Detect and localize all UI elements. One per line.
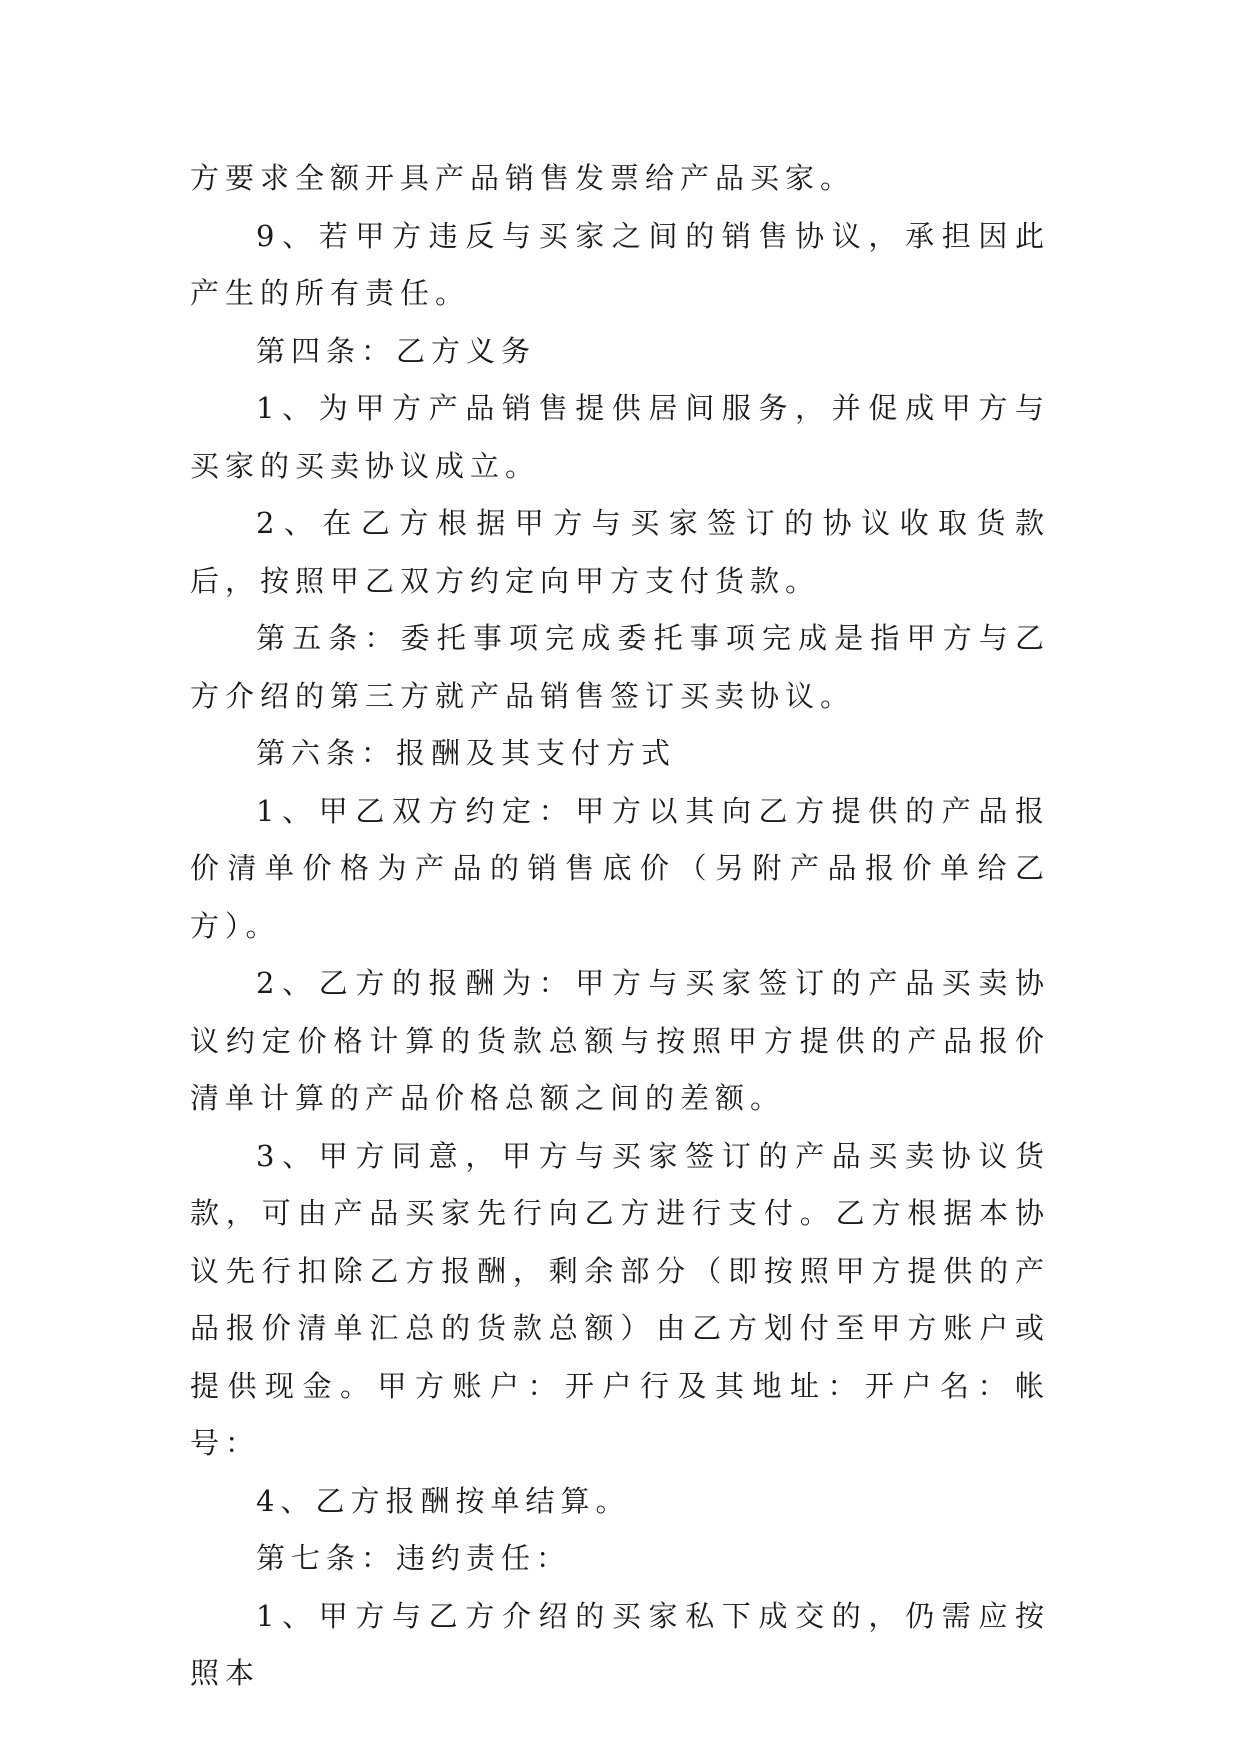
paragraph-article-6-item-1: 1、甲乙双方约定：甲方以其向乙方提供的产品报价清单价格为产品的销售底价（另附产品报价单给乙方）。 [190,793,1050,943]
paragraph-article-6-item-2: 2、乙方的报酬为：甲方与买家签订的产品买卖协议约定价格计算的货款总额与按照甲方提供的产品报价清单计算的产品价格总额之间的差额。 [190,966,1050,1115]
paragraph-article-5: 第五条：委托事项完成委托事项完成是指甲方与乙方介绍的第三方就产品销售签订买卖协议。 [190,621,1050,713]
paragraph-article-4-item-2: 2、在乙方根据甲方与买家签订的协议收取货款后，按照甲乙双方约定向甲方支付货款。 [190,506,1050,598]
heading-article-6: 第六条：报酬及其支付方式 [256,736,677,770]
paragraph-clause-3-item-9: 9、若甲方违反与买家之间的销售协议，承担因此产生的所有责任。 [190,218,1050,310]
paragraph-article-6-item-4: 4、乙方报酬按单结算。 [256,1483,631,1518]
paragraph-invoice-requirement: 方要求全额开具产品销售发票给产品买家。 [190,161,856,195]
paragraph-article-6-item-3: 3、甲方同意，甲方与买家签订的产品买卖协议货款，可由产品买家先行向乙方进行支付。乙方根据本协议先行扣除乙方报酬，剩余部分（即按照甲方提供的产品报价清单汇总的货款总额）由乙方划付至甲方账户或提供现金。甲方账户：开户行及其地址：开户名：帐号： [190,1138,1050,1460]
document-body [190,150,1050,1703]
paragraph-article-4-item-1: 1、为甲方产品销售提供居间服务，并促成甲方与买家的买卖协议成立。 [190,391,1050,483]
heading-article-7: 第七条：违约责任： [256,1541,572,1575]
paragraph-article-7-item-1: 1、甲方与乙方介绍的买家私下成交的，仍需应按照本 [190,1598,1050,1690]
heading-article-4: 第四条：乙方义务 [256,333,537,368]
